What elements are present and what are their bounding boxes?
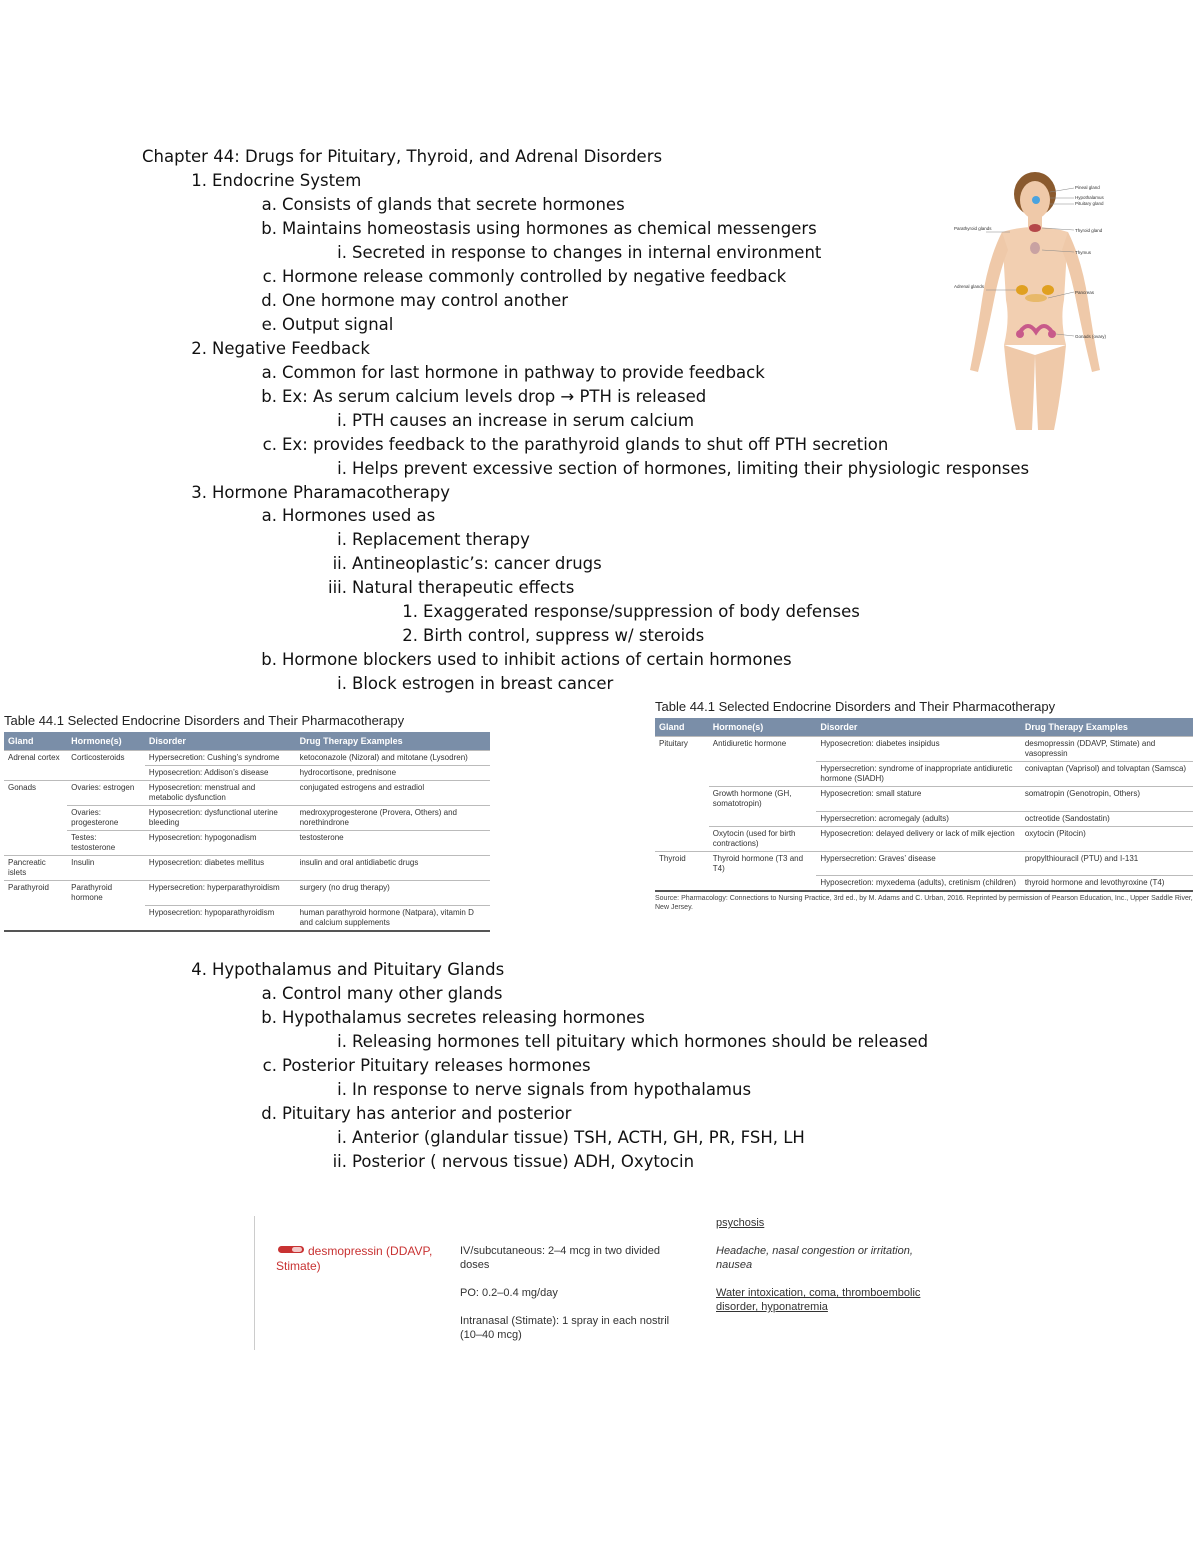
table-cell (655, 787, 709, 812)
outline-text: Maintains homeostasis using hormones as chemical messengers (282, 219, 817, 238)
outline-text: Control many other glands (282, 984, 503, 1003)
outline-item (191, 959, 505, 981)
drug-common-effects: Headache, nasal congestion or irritation, nausea (716, 1245, 913, 1271)
outline-marker: a. (261, 506, 277, 525)
outline-text: Common for last hormone in pathway to provide feedback (282, 363, 765, 382)
drug-dose-2: PO: 0.2–0.4 mg/day (460, 1287, 558, 1299)
label-pancreas: Pancreas (1075, 290, 1095, 295)
table-header-cell: Disorder (816, 718, 1020, 737)
table-cell: desmopressin (DDAVP, Stimate) and vasopressin (1021, 737, 1193, 762)
right-leg-shape (1035, 345, 1066, 430)
drug-dose-1: IV/subcutaneous: 2–4 mcg in two divided doses (460, 1245, 660, 1271)
table-cell: thyroid hormone and levothyroxine (T4) (1021, 876, 1193, 892)
table-cell (4, 806, 67, 831)
outline-item (337, 1031, 929, 1053)
table-cell: Gonads (4, 781, 67, 806)
outline-item (332, 553, 602, 575)
outline-text: Ex: provides feedback to the parathyroid glands to shut off PTH secretion (282, 435, 889, 454)
outline-text: Secreted in response to changes in internal environment (352, 243, 822, 262)
label-adrenal: Adrenal glands (954, 284, 985, 289)
table-cell: medroxyprogesterone (Provera, Others) and norethindrone (296, 806, 490, 831)
outline-text: Output signal (282, 315, 394, 334)
outline-marker: i. (337, 459, 347, 478)
outline-item (261, 194, 625, 216)
outline-item (328, 577, 575, 599)
outline-text: Releasing hormones tell pituitary which hormones should be released (352, 1032, 929, 1051)
outline-item (262, 1055, 591, 1077)
table-cell: Hyposecretion: myxedema (adults), cretinism (children) (816, 876, 1020, 892)
pituitary-gland-mark (1032, 196, 1040, 204)
table-cell (709, 876, 817, 892)
page-title: Chapter 44: Drugs for Pituitary, Thyroid, and Adrenal Disorders (142, 147, 663, 166)
outline-item (337, 673, 614, 695)
outline-marker: c. (262, 1056, 277, 1075)
label-hypothalamus: Hypothalamus (1075, 195, 1104, 200)
table-right-source: Source: Pharmacology: Connections to Nursing Practice, 3rd ed., by M. Adams and C. Urban, 2016. Reprinted by permission of Pearson Education, Inc., Upper Saddle River, New Jersey. (655, 895, 1193, 911)
outline-item (337, 458, 1030, 480)
table-cell: Hypersecretion: syndrome of inappropriate antidiuretic hormone (SIADH) (816, 762, 1020, 787)
label-thymus: Thymus (1075, 250, 1092, 255)
outline-item (261, 314, 394, 336)
outline-marker: i. (337, 530, 347, 549)
outline-item (261, 218, 817, 240)
table-cell: Hypersecretion: hyperparathyroidism (145, 881, 296, 906)
table-cell: Hyposecretion: hypoparathyroidism (145, 905, 296, 931)
label-pineal: Pineal gland (1075, 185, 1100, 190)
ovary-right-mark (1048, 330, 1056, 338)
table-left (4, 713, 490, 932)
table-cell: Hyposecretion: diabetes insipidus (816, 737, 1020, 762)
table-row (4, 766, 490, 781)
outline-text: Natural therapeutic effects (352, 578, 575, 597)
outline-text: Helps prevent excessive section of hormones, limiting their physiologic responses (352, 459, 1030, 478)
table-cell: somatropin (Genotropin, Others) (1021, 787, 1193, 812)
table-header-cell: Gland (4, 732, 67, 751)
table-cell: Parathyroid hormone (67, 881, 145, 906)
pancreas-mark (1025, 294, 1047, 302)
outline-text: Birth control, suppress w/ steroids (423, 626, 705, 645)
table-cell (67, 766, 145, 781)
outline-marker: i. (337, 1032, 347, 1051)
table-cell: Hypersecretion: acromegaly (adults) (816, 811, 1020, 826)
table-cell (655, 762, 709, 787)
table-cell: Hypersecretion: Graves’ disease (816, 851, 1020, 876)
drug-serious-effects: Water intoxication, coma, thromboembolic disorder, hyponatremia (716, 1287, 921, 1313)
outline-item (191, 338, 370, 360)
table-right-grid (655, 718, 1193, 892)
table-cell: conivaptan (Vaprisol) and tolvaptan (Samsca) (1021, 762, 1193, 787)
label-parathyroid: Parathyroid glands (954, 226, 992, 231)
table-cell: human parathyroid hormone (Natpara), vitamin D and calcium supplements (296, 905, 490, 931)
table-cell: Insulin (67, 856, 145, 881)
table-cell: Adrenal cortex (4, 751, 67, 766)
outline-text: Hypothalamus secretes releasing hormones (282, 1008, 645, 1027)
table-cell (709, 811, 817, 826)
ovary-left-mark (1016, 330, 1024, 338)
adrenal-right-mark (1042, 285, 1054, 295)
outline-text: Endocrine System (212, 171, 362, 190)
label-gonads: Gonads (ovary) (1075, 334, 1107, 339)
table-cell (4, 766, 67, 781)
table-row (4, 751, 490, 766)
outline-marker: ii. (332, 554, 347, 573)
outline-text: Pituitary has anterior and posterior (282, 1104, 572, 1123)
outline-text: One hormone may control another (282, 291, 569, 310)
table-cell (709, 762, 817, 787)
table-row (655, 826, 1193, 851)
outline-marker: 1. (191, 171, 207, 190)
table-cell: surgery (no drug therapy) (296, 881, 490, 906)
table-cell: Thyroid hormone (T3 and T4) (709, 851, 817, 876)
outline-marker: d. (261, 291, 277, 310)
table-cell (4, 905, 67, 931)
table-left-caption: Table 44.1 Selected Endocrine Disorders and Their Pharmacotherapy (4, 713, 405, 728)
table-cell: Hyposecretion: menstrual and metabolic dysfunction (145, 781, 296, 806)
outline-item (261, 649, 792, 671)
outline-marker: a. (261, 984, 277, 1003)
outline-item (261, 386, 707, 408)
table-header-cell: Disorder (145, 732, 296, 751)
outline-marker: 3. (191, 483, 207, 502)
outline-text: Consists of glands that secrete hormones (282, 195, 625, 214)
outline-item (261, 1103, 572, 1125)
table-row (4, 881, 490, 906)
table-cell: Ovaries: estrogen (67, 781, 145, 806)
outline-marker: a. (261, 363, 277, 382)
outline-marker: c. (262, 267, 277, 286)
outline-text: Hormone release commonly controlled by negative feedback (282, 267, 787, 286)
table-cell (655, 876, 709, 892)
table-cell: ketoconazole (Nizoral) and mitotane (Lysodren) (296, 751, 490, 766)
endocrine-figure (950, 170, 1130, 430)
outline-marker: i. (337, 1128, 347, 1147)
table-cell: Testes: testosterone (67, 831, 145, 856)
outline-item (191, 482, 450, 504)
outline-text: Hormones used as (282, 506, 436, 525)
outline-item (402, 601, 860, 623)
drug-row (254, 1216, 954, 1356)
table-row (4, 806, 490, 831)
outline-marker: e. (261, 315, 277, 334)
outline-text: PTH causes an increase in serum calcium (352, 411, 695, 430)
outline-text: Exaggerated response/suppression of body defenses (423, 602, 860, 621)
outline-marker: 2. (191, 339, 207, 358)
table-header-cell: Hormone(s) (709, 718, 817, 737)
table-cell: Corticosteroids (67, 751, 145, 766)
drug-dose-3: Intranasal (Stimate): 1 spray in each nostril (10–40 mcg) (460, 1315, 670, 1341)
outline-text: Hormone blockers used to inhibit actions of certain hormones (282, 650, 792, 669)
table-row (655, 737, 1193, 762)
table-cell (4, 831, 67, 856)
table-header-cell: Gland (655, 718, 709, 737)
outline-marker: 1. (402, 602, 418, 621)
outline-marker: c. (262, 435, 277, 454)
drug-top-text: psychosis (716, 1217, 765, 1229)
thyroid-gland-mark (1029, 224, 1041, 232)
outline-text: Posterior ( nervous tissue) ADH, Oxytocin (352, 1152, 695, 1171)
outline-text: Block estrogen in breast cancer (352, 674, 614, 693)
outline-text: Hormone Pharamacotherapy (212, 483, 450, 502)
outline-marker: b. (261, 387, 277, 406)
table-cell: Hyposecretion: small stature (816, 787, 1020, 812)
table-cell: Hyposecretion: hypogonadism (145, 831, 296, 856)
outline-item (262, 266, 787, 288)
outline-marker: ii. (332, 1152, 347, 1171)
outline-text: Antineoplastic’s: cancer drugs (352, 554, 602, 573)
table-cell: Parathyroid (4, 881, 67, 906)
outline-item (337, 1127, 805, 1149)
table-cell: Pancreatic islets (4, 856, 67, 881)
thymus-mark (1030, 242, 1040, 254)
table-header-cell: Hormone(s) (67, 732, 145, 751)
drug-name: desmopressin (DDAVP, Stimate) (276, 1244, 433, 1273)
table-cell: Hyposecretion: delayed delivery or lack of milk ejection (816, 826, 1020, 851)
outline-item (332, 1151, 695, 1173)
outline-marker: b. (261, 219, 277, 238)
table-row (655, 762, 1193, 787)
outline-text: In response to nerve signals from hypothalamus (352, 1080, 752, 1099)
outline-text: Hypothalamus and Pituitary Glands (212, 960, 505, 979)
outline-marker: i. (337, 1080, 347, 1099)
table-cell: Hypersecretion: Cushing’s syndrome (145, 751, 296, 766)
table-cell: propylthiouracil (PTU) and I-131 (1021, 851, 1193, 876)
table-row (4, 856, 490, 881)
adrenal-left-mark (1016, 285, 1028, 295)
table-row (655, 787, 1193, 812)
outline-item (337, 242, 822, 264)
outline-text: Posterior Pituitary releases hormones (282, 1056, 591, 1075)
outline-marker: a. (261, 195, 277, 214)
table-cell: conjugated estrogens and estradiol (296, 781, 490, 806)
left-arm-shape (970, 232, 1008, 372)
outline-marker: 2. (402, 626, 418, 645)
left-leg-shape (1004, 345, 1035, 430)
table-cell: Growth hormone (GH, somatotropin) (709, 787, 817, 812)
outline-marker: 4. (191, 960, 207, 979)
table-cell: testosterone (296, 831, 490, 856)
label-pituitary: Pituitary gland (1075, 201, 1104, 206)
table-row (4, 905, 490, 931)
outline-text: Anterior (glandular tissue) TSH, ACTH, GH, PR, FSH, LH (352, 1128, 805, 1147)
table-cell (655, 826, 709, 851)
outline-marker: i. (337, 411, 347, 430)
outline-item (262, 434, 889, 456)
table-cell: oxytocin (Pitocin) (1021, 826, 1193, 851)
label-thyroid: Thyroid gland (1075, 228, 1103, 233)
table-right (655, 699, 1193, 912)
table-row (4, 831, 490, 856)
outline-marker: b. (261, 650, 277, 669)
outline-marker: d. (261, 1104, 277, 1123)
outline-marker: b. (261, 1008, 277, 1027)
table-cell: insulin and oral antidiabetic drugs (296, 856, 490, 881)
outline-item (261, 1007, 645, 1029)
table-row (655, 876, 1193, 892)
table-cell: hydrocortisone, prednisone (296, 766, 490, 781)
outline-marker: i. (337, 243, 347, 262)
table-cell (67, 905, 145, 931)
outline-marker: i. (337, 674, 347, 693)
outline-item (191, 170, 362, 192)
outline-item (261, 290, 569, 312)
outline-item (337, 1079, 752, 1101)
outline-text: Replacement therapy (352, 530, 530, 549)
table-right-caption: Table 44.1 Selected Endocrine Disorders and Their Pharmacotherapy (655, 699, 1056, 714)
table-cell: Thyroid (655, 851, 709, 876)
female-body-illustration (950, 170, 1130, 430)
table-cell: octreotide (Sandostatin) (1021, 811, 1193, 826)
outline-item (261, 362, 765, 384)
table-left-grid (4, 732, 490, 932)
table-cell: Antidiuretic hormone (709, 737, 817, 762)
table-row (655, 811, 1193, 826)
table-row (4, 781, 490, 806)
outline-item (337, 410, 695, 432)
outline-text: Ex: As serum calcium levels drop → PTH is released (282, 387, 707, 406)
table-row (655, 851, 1193, 876)
outline-item (261, 505, 436, 527)
table-cell: Oxytocin (used for birth contractions) (709, 826, 817, 851)
outline-item (261, 983, 503, 1005)
table-cell (655, 811, 709, 826)
outline-item (402, 625, 705, 647)
table-header-cell: Drug Therapy Examples (296, 732, 490, 751)
outline-item (337, 529, 530, 551)
outline-text: Negative Feedback (212, 339, 370, 358)
table-cell: Pituitary (655, 737, 709, 762)
outline-marker: iii. (328, 578, 347, 597)
table-header-cell: Drug Therapy Examples (1021, 718, 1193, 737)
table-cell: Hyposecretion: dysfunctional uterine bleeding (145, 806, 296, 831)
table-cell: Hyposecretion: Addison’s disease (145, 766, 296, 781)
table-cell: Hyposecretion: diabetes mellitus (145, 856, 296, 881)
table-cell: Ovaries: progesterone (67, 806, 145, 831)
